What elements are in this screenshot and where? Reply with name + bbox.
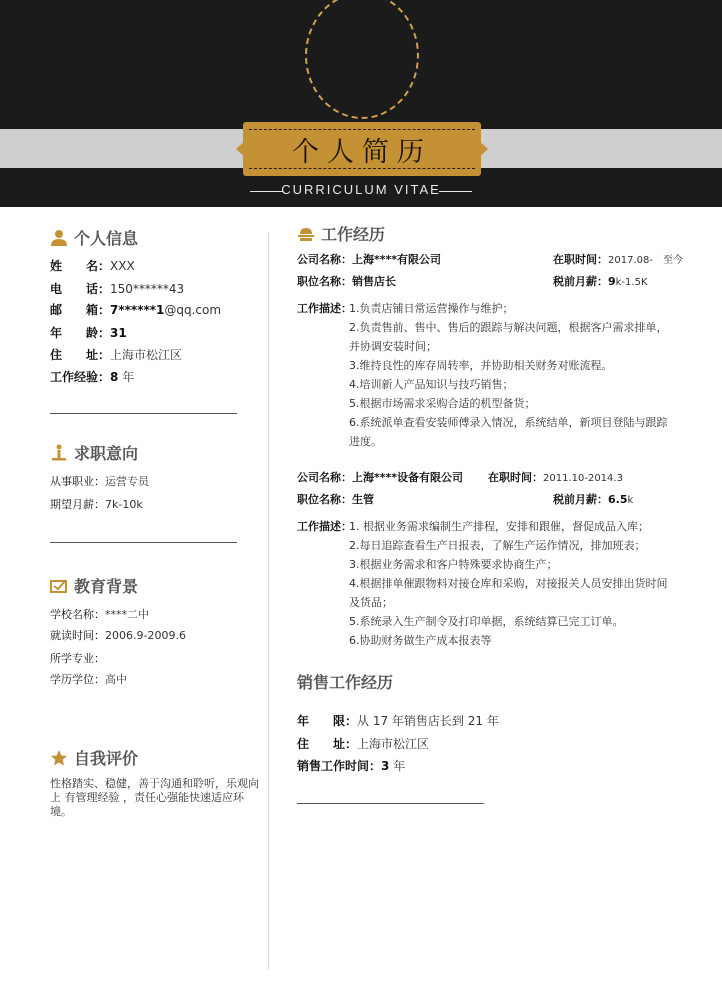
title-plate [243, 122, 481, 176]
info-phone: 电 话：150******43 [50, 282, 185, 296]
header-banner [0, 0, 722, 207]
job1-position: 职位名称：销售店长 [297, 275, 396, 288]
section-title: 教育背景 [74, 577, 139, 596]
section-intent-heading [50, 441, 138, 464]
job1-time: 在职时间：2017.08- 至今 [553, 253, 683, 266]
section-title: 销售工作经历 [297, 673, 394, 692]
info-address: 住 址：上海市松江区 [50, 348, 183, 362]
education-icon [50, 577, 68, 595]
edu-major: 所学专业： [50, 652, 105, 665]
sales-address: 住 址：上海市松江区 [297, 737, 430, 751]
edu-period: 就读时间：2006.9-2009.6 [50, 629, 186, 642]
job2-salary: 税前月薪：6.5k [553, 493, 634, 506]
section-education-heading [50, 574, 138, 597]
section-selfeval-heading [50, 746, 138, 769]
info-experience: 工作经验：8 年 [50, 370, 135, 384]
intent-salary: 期望月薪：7k-10k [50, 498, 143, 511]
section-sales-heading [297, 670, 393, 693]
work-icon [297, 225, 315, 243]
info-age: 年 龄：31 [50, 326, 127, 340]
section-title: 自我评价 [74, 749, 139, 768]
edu-degree: 学历学位：高中 [50, 673, 127, 686]
job2-company: 公司名称：上海****设备有限公司 [297, 471, 464, 484]
job1-company: 公司名称：上海****有限公司 [297, 253, 442, 266]
separator-line [297, 803, 484, 804]
sales-years: 销售工作时间：3 年 [297, 759, 406, 773]
intent-occupation: 从事职业：运营专员 [50, 475, 149, 488]
job2-time: 在职时间：2011.10-2014.3 [488, 471, 623, 484]
section-personal-heading [50, 226, 138, 249]
photo-placeholder [305, 0, 419, 119]
info-name: 姓 名：XXX [50, 259, 135, 273]
separator-line [50, 542, 237, 543]
job1-description: 工作描述： 1.负责店铺日常运营操作与维护； 2.负责售前、售中、售后的跟踪与解决问题，根据客户需求排单， 并协调安装时间； 3.维持良性的库存周转率，并协助相关财务对账流程。 4.培训新人产品知识与技巧销售； 5.根据市场需求采购合适的机型备货； 6.系统派单查看安装师傅录入情况，系统结单，新项目登陆与跟踪 进度。 [297, 302, 668, 448]
column-divider [268, 232, 269, 970]
section-title: 工作经历 [321, 225, 386, 244]
page-subtitle: CURRICULUM VITAE [250, 182, 472, 200]
section-title: 个人信息 [74, 229, 139, 248]
self-eval-text: 性格踏实、稳健，善于沟通和聆听，乐观向 上 有管理经验 ，责任心强能快速适应环 境。 [50, 777, 259, 818]
job2-description: 工作描述： 1. 根据业务需求编制生产排程，安排和跟催，督促成品入库； 2.每日追踪查看生产日报表，了解生产运作情况，排加班表； 3.根据业务需求和客户特殊要求协商生产； 4.根据排单催跟物料对接仓库和采购，对接报关人员安排出货时间 及货品； 5.系统录入生产制令及打印单据，系统结算已完工订单。 6.协助财务做生产成本报表等 [297, 520, 668, 647]
job-seeker-icon [50, 444, 68, 462]
separator-line [50, 413, 237, 414]
info-email: 邮 箱：7******1@qq.com [50, 303, 222, 317]
job1-salary: 税前月薪：9k-1.5K [553, 275, 648, 288]
person-icon [50, 229, 68, 247]
sales-period: 年 限：从 17 年销售店长到 21 年 [297, 714, 499, 728]
edu-school: 学校名称：****二中 [50, 608, 149, 621]
star-icon [50, 749, 68, 767]
page-title: 个人简历 [292, 137, 432, 168]
section-title: 求职意向 [74, 444, 139, 463]
section-work-heading [297, 222, 385, 245]
job2-position: 职位名称：生管 [297, 493, 374, 506]
